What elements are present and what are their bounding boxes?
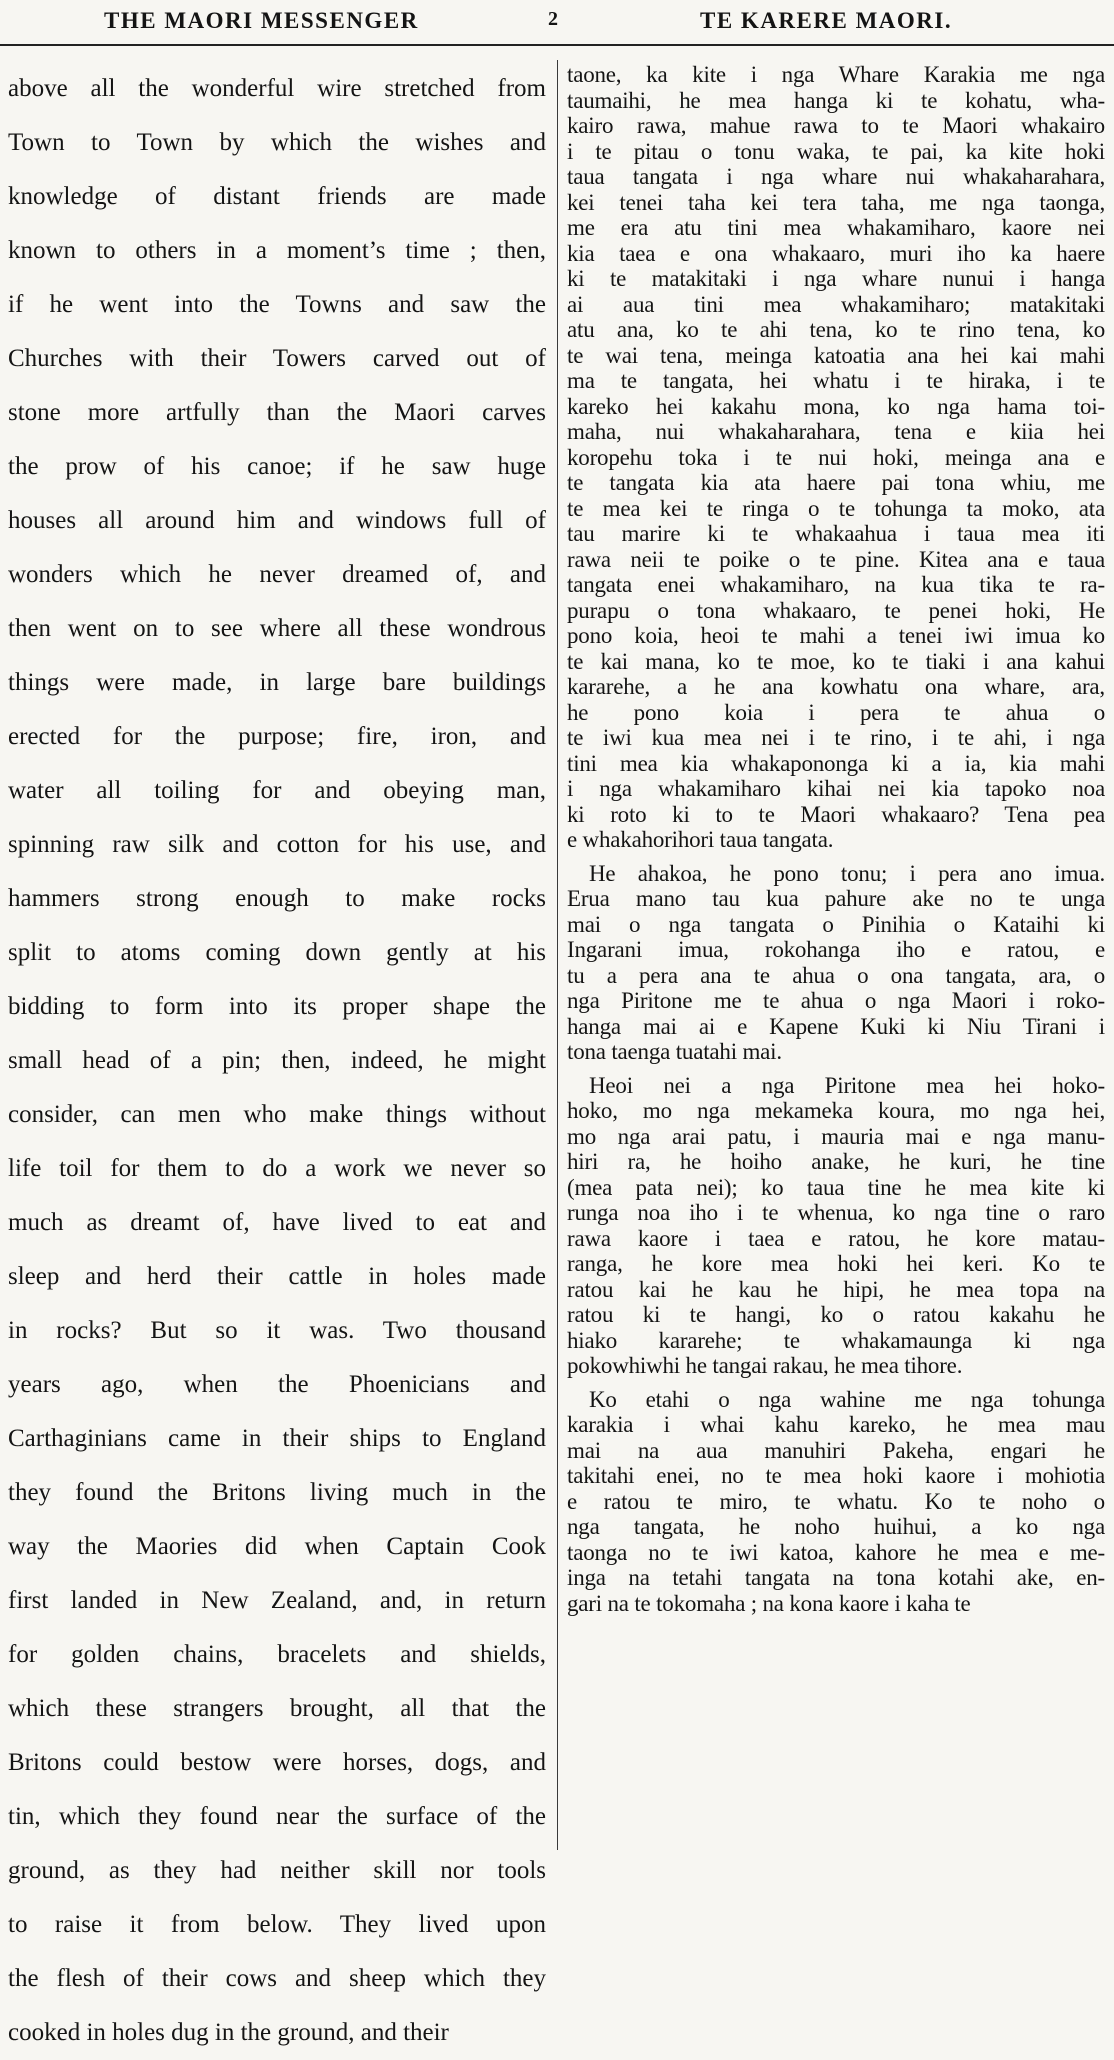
text-line: Erua mano tau kua pahure ake no te unga: [567, 886, 1105, 911]
text-line: takitahi enei, no te mea hoki kaore i mohiotia: [567, 1463, 1105, 1488]
text-line: small head of a pin; then, indeed, he might: [8, 1047, 546, 1074]
text-line: taonga no te iwi katoa, kahore he mea e me-: [567, 1539, 1105, 1565]
text-line: if he went into the Towns and saw the: [8, 291, 546, 318]
text-line: tu a pera ana te ahua o ona tangata, ara, o: [567, 962, 1105, 988]
text-line: tangata enei whakamiharo, na kua tika te ra-: [567, 572, 1105, 597]
text-line: rawa kaore i taea e ratou, he kore matau-: [567, 1225, 1105, 1251]
text-line: ratou kai he kau he hipi, he mea topa na: [567, 1276, 1105, 1302]
text-line: Ko etahi o nga wahine me nga tohunga: [589, 1386, 1105, 1412]
text-line: Churches with their Towers carved out of: [8, 345, 546, 372]
text-line: te mea kei te ringa o te tohunga ta moko, ata: [567, 495, 1105, 521]
text-line: the flesh of their cows and sheep which they: [8, 1965, 546, 1992]
text-line: kararehe, a he ana kowhatu ona whare, ara,: [567, 674, 1105, 699]
text-line: He ahakoa, he pono tonu; i pera ano imua.: [589, 860, 1105, 886]
text-line: in rocks? But so it was. Two thousand: [8, 1317, 546, 1344]
paragraph: [567, 62, 1105, 853]
text-line: inga na tetahi tangata na tona kotahi ake, en-: [567, 1565, 1105, 1590]
text-line: first landed in New Zealand, and, in return: [8, 1587, 546, 1614]
text-line: years ago, when the Phoenicians and: [8, 1371, 546, 1398]
text-line: Town to Town by which the wishes and: [8, 129, 546, 156]
text-line: bidding to form into its proper shape the: [8, 993, 546, 1020]
header-rule: [0, 44, 1114, 46]
text-line: stone more artfully than the Maori carves: [8, 399, 546, 426]
text-line: ranga, he kore mea hoki hei keri. Ko te: [567, 1251, 1105, 1276]
text-line: kei tenei taha kei tera taha, me nga taonga,: [567, 189, 1105, 215]
text-line: the prow of his canoe; if he saw huge: [8, 453, 546, 480]
text-line: te kai mana, ko te moe, ko te tiaki i ana kahui: [567, 648, 1105, 674]
text-line: koropehu toka i te nui hoki, meinga ana e: [567, 444, 1105, 470]
text-line: ground, as they had neither skill nor tools: [8, 1857, 546, 1884]
text-line: tini mea kia whakapononga ki a ia, kia mahi: [567, 750, 1105, 776]
text-line: mai na aua manuhiri Pakeha, engari he: [567, 1437, 1105, 1463]
text-line: split to atoms coming down gently at his: [8, 939, 546, 966]
text-line: te iwi kua mea nei i te rino, i te ahi, i nga: [567, 725, 1105, 750]
text-line: nga Piritone me te ahua o nga Maori i roko-: [567, 988, 1105, 1013]
text-line: maha, nui whakaharahara, tena e kiia hei: [567, 419, 1105, 444]
text-line: mo nga arai patu, i mauria mai e nga manu-: [567, 1123, 1105, 1149]
text-line: ma te tangata, hei whatu i te hiraka, i te: [567, 368, 1105, 393]
text-line: atu ana, ko te ahi tena, ko te rino tena, ko: [567, 317, 1105, 342]
text-line: karakia i whai kahu kareko, he mea mau: [567, 1412, 1105, 1437]
text-line: te tangata kia ata haere pai tona whiu, me: [567, 470, 1105, 495]
text-line: above all the wonderful wire stretched from: [8, 75, 546, 102]
text-line: runga noa iho i te whenua, ko nga tine o raro: [567, 1200, 1105, 1225]
text-line: hoko, mo nga mekameka koura, mo nga hei,: [567, 1098, 1105, 1123]
text-line: much as dreamt of, have lived to eat and: [8, 1209, 546, 1236]
text-line: cooked in holes dug in the ground, and their: [8, 2019, 449, 2046]
text-line: tau marire ki te whakaahua i taua mea iti: [567, 521, 1105, 546]
text-line: consider, can men who make things without: [8, 1101, 546, 1128]
text-line: hiako kararehe; te whakamaunga ki nga: [567, 1327, 1105, 1353]
text-line: tona taenga tuatahi mai.: [567, 1039, 782, 1064]
text-line: (mea pata nei); ko taua tine he mea kite ki: [567, 1174, 1105, 1200]
header-title-maori: TE KARERE MAORI.: [700, 8, 953, 33]
text-line: life toil for them to do a work we never so: [8, 1155, 546, 1182]
text-line: Ingarani imua, rokohanga iho e ratou, e: [567, 937, 1105, 962]
text-line: purapu o tona whakaaro, te penei hoki, He: [567, 597, 1105, 623]
text-line: taua tangata i nga whare nui whakaharahara,: [567, 164, 1105, 189]
text-line: kareko hei kakahu mona, ko nga hama toi-: [567, 393, 1105, 419]
paragraph: [567, 1387, 1105, 1617]
text-line: ai aua tini mea whakamiharo; matakitaki: [567, 291, 1105, 317]
text-line: e whakahorihori taua tangata.: [567, 827, 834, 852]
text-line: then went on to see where all these wondrous: [8, 615, 546, 642]
text-line: which these strangers brought, all that the: [8, 1695, 546, 1722]
paragraph: [567, 1073, 1105, 1379]
text-line: knowledge of distant friends are made: [8, 183, 546, 210]
text-line: known to others in a moment’s time ; then,: [8, 237, 546, 264]
text-line: they found the Britons living much in the: [8, 1479, 546, 1506]
text-line: ki roto ki to te Maori whakaaro? Tena pea: [567, 801, 1105, 827]
text-line: kia taea e ona whakaaro, muri iho ka haere: [567, 240, 1105, 266]
text-line: hiri ra, he hoiho anake, he kuri, he tine: [567, 1149, 1105, 1174]
page-number: 2: [548, 8, 560, 30]
text-line: nga tangata, he noho huihui, a ko nga: [567, 1514, 1105, 1539]
text-line: i nga whakamiharo kihai nei kia tapoko noa: [567, 776, 1105, 801]
text-line: Heoi nei a nga Piritone mea hei hoko-: [589, 1072, 1105, 1098]
text-line: pokowhiwhi he tangai rakau, he mea tihore.: [567, 1353, 963, 1378]
text-line: sleep and herd their cattle in holes made: [8, 1263, 546, 1290]
maori-column: [567, 62, 1105, 1848]
header-title-english: THE MAORI MESSENGER: [104, 8, 419, 33]
text-line: to raise it from below. They lived upon: [8, 1911, 546, 1938]
paragraph-gap: [567, 1379, 1105, 1387]
column-divider: [557, 60, 558, 1850]
text-line: ki te matakitaki i nga whare nunui i hanga: [567, 266, 1105, 291]
text-line: Carthaginians came in their ships to England: [8, 1425, 546, 1452]
text-line: wonders which he never dreamed of, and: [8, 561, 546, 588]
text-line: things were made, in large bare buildings: [8, 669, 546, 696]
text-line: hanga mai ai e Kapene Kuki ki Niu Tirani i: [567, 1013, 1105, 1039]
paragraph: [567, 861, 1105, 1065]
paragraph-gap: [567, 1065, 1105, 1073]
text-line: e ratou te miro, te whatu. Ko te noho o: [567, 1488, 1105, 1514]
page-header: [0, 0, 1114, 48]
paragraph-gap: [567, 853, 1105, 861]
text-line: kairo rawa, mahue rawa to te Maori whakairo: [567, 113, 1105, 138]
text-line: hammers strong enough to make rocks: [8, 885, 546, 912]
text-line: i te pitau o tonu waka, te pai, ka kite hoki: [567, 138, 1105, 164]
text-line: houses all around him and windows full of: [8, 507, 546, 534]
text-line: he pono koia i pera te ahua o: [567, 699, 1105, 725]
text-line: spinning raw silk and cotton for his use, and: [8, 831, 546, 858]
english-column: [8, 62, 546, 2046]
text-line: Britons could bestow were horses, dogs, and: [8, 1749, 546, 1776]
text-line: tin, which they found near the surface of the: [8, 1803, 546, 1830]
text-line: erected for the purpose; fire, iron, and: [8, 723, 546, 750]
text-line: te wai tena, meinga katoatia ana hei kai mahi: [567, 342, 1105, 368]
text-line: taumaihi, he mea hanga ki te kohatu, wha-: [567, 87, 1105, 113]
text-line: ratou ki te hangi, ko o ratou kakahu he: [567, 1302, 1105, 1327]
text-line: rawa neii te poike o te pine. Kitea ana e taua: [567, 546, 1105, 572]
text-line: gari na te tokomaha ; na kona kaore i kaha te: [567, 1590, 971, 1616]
text-line: water all toiling for and obeying man,: [8, 777, 546, 804]
text-line: taone, ka kite i nga Whare Karakia me nga: [567, 62, 1105, 87]
text-line: mai o nga tangata o Pinihia o Kataihi ki: [567, 911, 1105, 937]
text-line: for golden chains, bracelets and shields,: [8, 1641, 546, 1668]
text-line: way the Maories did when Captain Cook: [8, 1533, 546, 1560]
text-line: pono koia, heoi te mahi a tenei iwi imua ko: [567, 623, 1105, 648]
text-line: me era atu tini mea whakamiharo, kaore nei: [567, 215, 1105, 240]
